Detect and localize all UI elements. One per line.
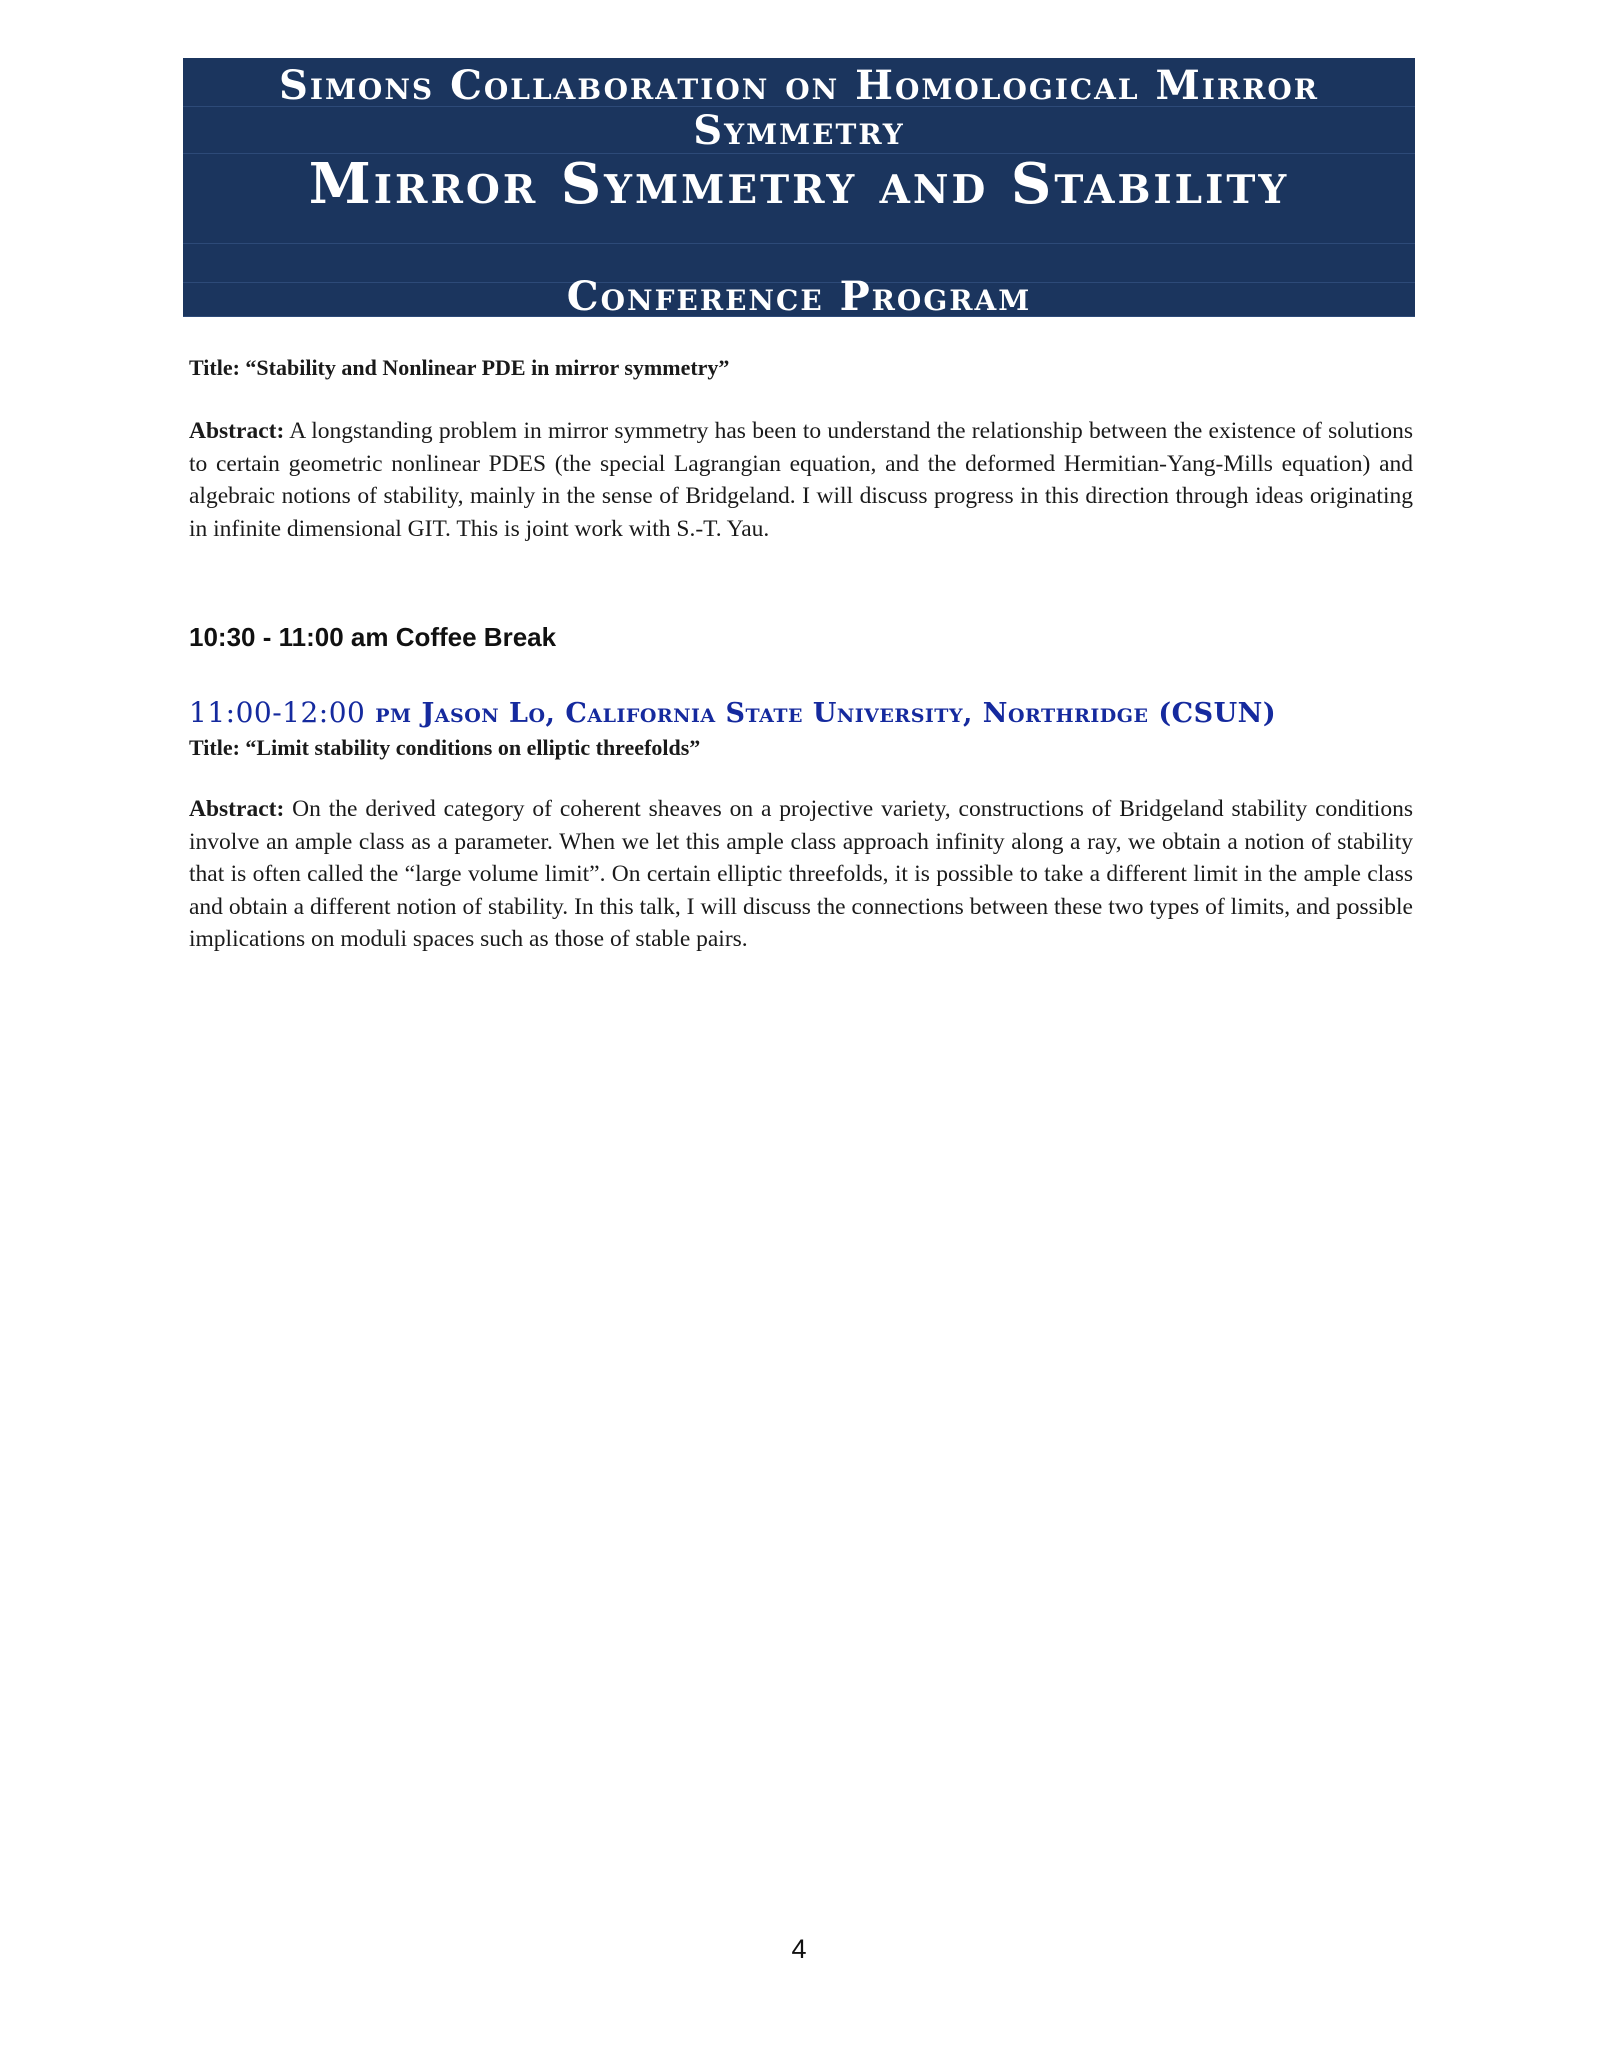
coffee-break-line: 10:30 - 11:00 am Coffee Break — [189, 622, 557, 652]
talk1-abstract — [189, 415, 1413, 545]
talk2-abstract-text: On the derived category of coherent sheaves on a projective variety, constructions of Bridgeland stability conditions involve an ample class as a parameter. When we let this ample class approach infinity along a ray, we obtain a notion of stability that is often called the “large volume limit”. On certain elliptic threefolds, it is possible to take a different limit in the ample class and obtain a different notion of stability. In this talk, I will discuss the connections between these two types of limits, and possible implications on moduli spaces such as those of stable pairs. — [189, 796, 1413, 952]
conference-title: Mirror Symmetry and Stability — [308, 151, 1290, 217]
collaboration-name-line2: Symmetry — [183, 106, 1415, 154]
talk2-abstract — [189, 793, 1413, 956]
talk2-speaker: pm Jason Lo, California State University, Northridge (CSUN) — [365, 698, 1277, 729]
conference-title-row — [183, 153, 1415, 283]
talk2-time: 11:00-12:00 — [189, 696, 366, 729]
talk1-title: Title: “Stability and Nonlinear PDE in mirror symmetry” — [189, 355, 730, 380]
talk1-abstract-text: A longstanding problem in mirror symmetry has been to understand the relationship between the existence of solutions to certain geometric nonlinear PDES (the special Lagrangian equation, and the deformed Hermitian-Yang-Mills equation) and algebraic notions of stability, mainly in the sense of Bridgeland. I will discuss progress in this direction through ideas originating in infinite dimensional GIT. This is joint work with S.-T. Yau. — [189, 418, 1413, 542]
talk2-abstract-label: Abstract: — [189, 796, 285, 822]
page-number: 4 — [791, 1934, 807, 1964]
talk2-session-heading — [189, 696, 1413, 729]
collaboration-name-line1: Simons Collaboration on Homological Mirror — [183, 58, 1415, 107]
conference-program-label: Conference Program — [183, 282, 1415, 317]
header-divider — [183, 243, 1415, 244]
program-header-banner — [183, 58, 1415, 320]
talk1-abstract-label: Abstract: — [189, 418, 285, 444]
talk2-title: Title: “Limit stability conditions on elliptic threefolds” — [189, 735, 701, 760]
